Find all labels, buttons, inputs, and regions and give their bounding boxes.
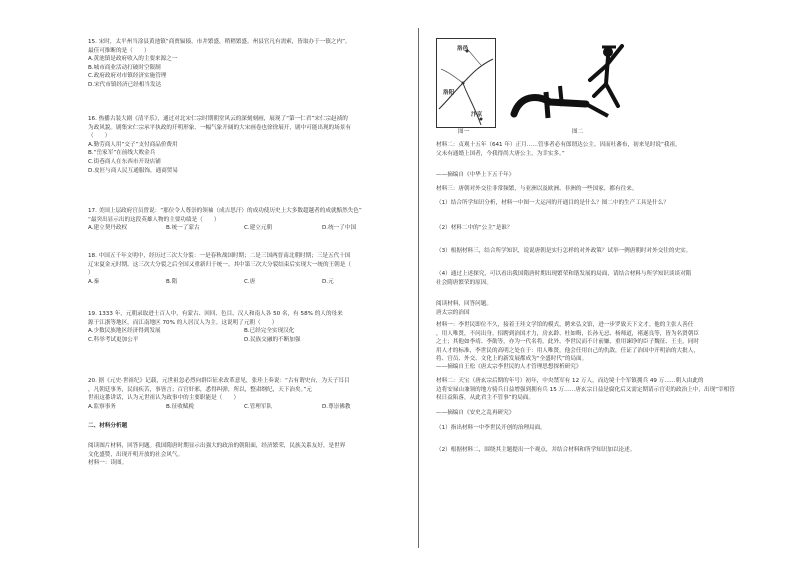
excerpt-source-2: ——摘编自王松《唐太宗李世民的人才管理思想探析研究》 (436, 364, 582, 370)
option-d: D.宋代市镇经济已经相当发达 (88, 81, 162, 88)
question-text: （4）通过上述探究，可以看出我国隋唐时期出现繁荣和谐发展的局面，请结合材料与所学知识谈谈对隋 (436, 271, 692, 277)
option-d: D.元 (322, 278, 334, 285)
material-text: 父未有通婚上国者，今我得尚大唐公主，为幸实多。” (436, 150, 565, 157)
question-21-intro (88, 442, 400, 468)
option-b: B.征收赋税 (166, 403, 194, 410)
question-stem: ） (88, 270, 94, 277)
question-21-4 (436, 270, 752, 287)
intro-text: 阅读图片材料，回答问题。我国隋唐时期显示出强大的政治的朝阳面，经济繁荣，民族关系友好，是世界 (88, 443, 346, 449)
option-c: C.街巷商人在东西市开设店铺 (88, 158, 161, 165)
options-row (88, 336, 400, 345)
intro-text: 文化盛赞，出现开明开放的社会风气。 (88, 451, 184, 458)
question-19 (88, 310, 400, 344)
intro-text: 唐太宗的治国 (436, 309, 470, 316)
question-16 (88, 115, 400, 175)
material-text: 材料一：李世民即位不久，接着王珪文学馆的模式，聘来弘文馆，进一步罗致天下文才。他的主张人善任 (436, 322, 694, 328)
material-text: 边将安禄山兼领的地方骑兵日益增强到拥有兵 15 万……唐玄宗日益是腐化后又需定期请示官吏的政治上中，出现“宰相管 (436, 386, 735, 393)
material-text: ，用人唯贤，不问出身。招聘到治国才力，房玄龄、杜如晦，长孙无忌、杨师道，褚遂良等，皆为名贤朝臣 (436, 330, 699, 337)
material-5 (436, 377, 752, 403)
question-stem: 15. 宋时，太平州当涂县黄池镇“商贾辐辏，市井繁盛，稍稍繁盛。州县官凡有需索，皆取办于一镇之内”。 (88, 39, 351, 45)
material-text: 权日益陷落，从此君主不管事”的局面。 (436, 395, 534, 402)
options-row (88, 327, 400, 336)
options-row (88, 224, 400, 233)
option-d: D.尊崇佛教 (322, 403, 351, 410)
question-22-intro (436, 300, 752, 317)
option-a: A.勤劳商人用“交子”支付商品价费用 (88, 141, 178, 148)
question-stem: （ ） (88, 133, 111, 140)
option-b: B.隋 (166, 278, 178, 285)
option-c: C.建立元朝 (244, 225, 273, 232)
question-stem: “最突出显示出的这段英雄人物的主要功绩是（ ） (88, 216, 220, 223)
option-b: B.城市商业活动打破时空限制 (88, 64, 161, 71)
option-d: D.统一了中国 (322, 225, 357, 232)
question-21-1: （1）结合所学知识分析，材料一中图一大运河的开通目的是什么？图二中的生产工具是什么？ (436, 200, 669, 206)
intro-text: 阅读材料，回答问题。 (436, 301, 492, 307)
option-b: B.“岳家军”在前线大败金兵 (88, 150, 156, 157)
map-label-top: 洛邑 (457, 46, 469, 52)
material-text: 材料二：贞观十五年（641 年）正月……管事者必有郎谓达公主。因而吐蕃布，初来见时说“我祖， (436, 142, 681, 148)
question-stem: 源于江浙等地区，而江南地区 70% 的人居汉人为主。这说明了元朝（ ） (88, 319, 278, 326)
option-a: A.秦 (88, 278, 100, 285)
material-4 (436, 321, 752, 364)
material-label: 材料一：读图。 (88, 460, 128, 467)
question-stem: 18. 中国五千年文明中，经历过三次大分裂：一是春秋战国时期；二是三国两晋南北朝时期；三是五代十国 (88, 253, 351, 259)
question-21-3: （3）根据材料三，结合所学知识，说说唐朝是实行怎样的对外政策？试举一例唐朝时对外交往的史实。 (436, 248, 692, 254)
figure-2-caption: 图二 (572, 129, 584, 135)
map-label-bottom: 汴京 (471, 112, 483, 118)
excerpt-source-1: ——摘编自《中华上下五千年》 (436, 172, 515, 178)
material-3: 材料三：唐朝对外交往非常频繁，与亚洲以及欧洲、非洲的一些国家，都有往来。 (436, 186, 638, 192)
option-d: D.皮匠与商人民互通服饰，通商贸易 (88, 167, 178, 174)
material-text: 将、官员、外交、文化上的新发展都成为“全盛时代”的局面。 (436, 356, 588, 363)
option-a: A.黄池镇是政府收入的主要来源之一 (88, 56, 178, 63)
question-21-2: （2）材料二中的“公主”是谁？ (436, 225, 513, 231)
question-17 (88, 207, 400, 233)
question-stem: ，凡朝廷事务，民间疾苦，事皆言；百官奸邪，悉得纠弹，所以，整肃纲纪，天下治矣。”元 (88, 386, 312, 393)
question-15 (88, 38, 400, 90)
figure-2-plow-graphic (510, 36, 628, 128)
option-c: C.科举考试更加公平 (88, 336, 139, 343)
column-divider (418, 28, 419, 548)
right-column (436, 0, 752, 562)
material-text: 用人才的标准，李世民的高明之处在于：用人唯贤，他会任用自己的仇敌，任证了治国中开明治的大批人， (436, 347, 699, 354)
excerpt-source-3: ——摘编自《安史之乱再研究》 (436, 410, 515, 416)
option-b: B.统一了蒙古 (166, 225, 200, 232)
material-text: 之士；其他如李靖、李勣等，亦为一代名将。此外，李世民而不计前嫌，重用谏诤的臣子魏征、王圭，同时 (436, 339, 699, 346)
option-a: A.建立契丹政权 (88, 225, 128, 232)
question-stem: 19. 1333 年，元朝录取进士百人中，有蒙古、回回、色目、汉人和南人各 50 名，有 58% 的人的母来 (88, 311, 343, 317)
question-22-2: （2）根据材料二，围绕其主题提出一个观点，并结合材料和所学知识加以论述。 (436, 447, 636, 453)
figure-1-map (436, 38, 496, 128)
option-b: B.已经完全实现汉化 (244, 328, 295, 335)
material-text: 材料二：天宝（唐玄宗后期的年号）初年，中央禁军有 12 万人，而边境十个军镇拥兵 49 万……朝人由此的 (436, 378, 704, 384)
question-stem: 辽宋夏金元时期。这三次大分裂之后全国又重新归于统一。其中第三次大分裂结束后实现大一统的王朝是（ (88, 261, 351, 268)
option-c: C.唐 (244, 278, 256, 285)
left-column (88, 0, 400, 562)
question-stem: 最佳可推断的是（ ） (88, 47, 150, 54)
figure-1-caption: 图一 (458, 129, 470, 135)
question-stem: 为政风貌。剧集宋仁宗承平执政的开明形象，一幅气象开阔的大宋画卷也徐徐展开，剧中可能出现的场景有 (88, 124, 351, 131)
question-20 (88, 377, 400, 411)
option-c: C.管理军队 (244, 403, 273, 410)
material-2 (436, 141, 752, 158)
question-text: 社会隋唐繁荣的原因。 (436, 279, 492, 286)
question-stem: 17. 美国上层政府官员曾说：“那位令人尊崇的领袖（成吉思汗）的成功使历史上大多数超越者的成就黯然失色” (88, 208, 362, 214)
option-a: A.监察事务 (88, 403, 116, 410)
options-row (88, 403, 400, 412)
question-22-1: （1）指出材料一中李世民开创的治理局面。 (436, 425, 546, 431)
option-a: A.少数民族地区经济得到发展 (88, 328, 161, 335)
section-heading: 二、材料分析题 (88, 423, 128, 429)
options-row (88, 278, 400, 287)
map-label-mid: 洛阳 (443, 90, 455, 96)
option-d: D.民族交融的不断加强 (244, 336, 301, 343)
option-c: C.政府政府对市镇经济实施管理 (88, 73, 167, 80)
question-18 (88, 252, 400, 286)
question-stem: 世祖这番讲话，认为元世祖认为政事中的主要职能是（ ） (88, 395, 240, 402)
question-stem: 16. 热播古装大剧《清平乐》，通过对北宋仁宗时期朝堂风云的深刻刻画，展现了“第一仁君”宋仁宗赵祯的 (88, 116, 348, 122)
question-stem: 20. 据《元史·世祖纪》记载，元世祖忽必烈向群臣征求改革意见，张珪上奏说：“古有谓史台，为天子耳目 (88, 378, 350, 384)
